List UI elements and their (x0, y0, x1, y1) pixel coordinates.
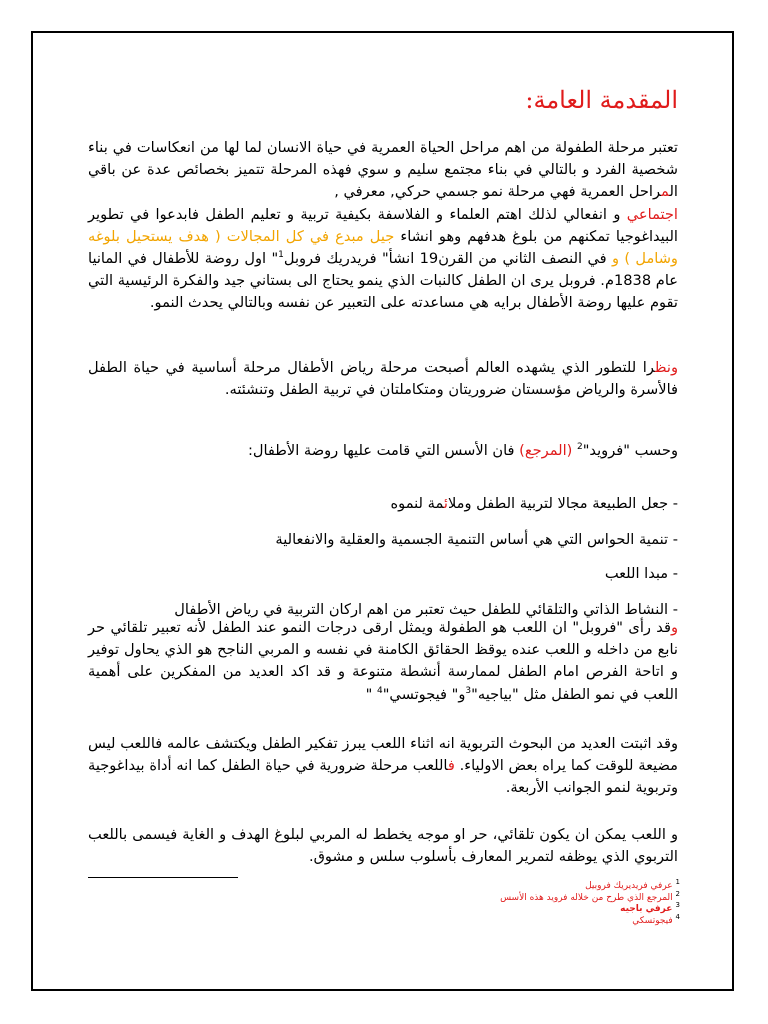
intro-text-a2: راحل العمرية فهي مرحلة نمو جسمي حركي, معرفي , (334, 183, 662, 201)
footnote-text: عرفي باجيه (620, 904, 676, 914)
p2-red-letters: ونظ (654, 359, 678, 376)
intro-highlight: جيل مبدع في كل المجالات ( هدف يستحيل بلوغه وشامل ) و (88, 227, 678, 268)
freud-paragraph (88, 440, 678, 462)
p3-text-b: فان الأسس التي قامت عليها روضة الأطفال: (247, 442, 520, 459)
footnote-number: 4 (675, 912, 680, 921)
list-item: - النشاط الذاتي والتلقائي للطفل حيث تعتبر من اهم اركان التربية في رياض الأطفال (174, 600, 678, 618)
footnotes (260, 878, 680, 927)
froebel-play-paragraph (88, 617, 678, 706)
intro-text-a: تعتبر مرحلة الطفولة من اهم مراحل الحياة العمرية في حياة الانسان لما لها من انعكاسات في بناء شخصية الفرد و بالتالي في بناء مجتمع سليم و سوي فهذه المرحلة تتميز بخصائص عدة عن باقي ال (88, 139, 678, 201)
footnote (260, 878, 680, 893)
list-item-1-red-letter: ئ (443, 494, 448, 512)
p4-text-b: و" فيجوتسي" (382, 685, 466, 703)
intro-red-letter: م (661, 183, 670, 201)
footnote-text: المرجع الذي طرح من خلاله فرويد هذه الأسس (500, 892, 676, 903)
p4-text-a: قد رأى "فروبل" ان اللعب هو الطفولة ويمثل ارقى درجات النمو عند الطفل لأنه تعبير تلقائي حر نابع من داخله و اللعب عنده يوقظ الحقائق الكامنة في نفسه و المربي الناجح هو الذي يحاول توفير و اتاحة الفرص امام الطفل لممارسة أنشطة متنوعة و قد اكد العديد من المفكرين على أهمية اللعب في نمو الطفل مثل "بياجيه" (88, 619, 678, 703)
p2-text: را للتطور الذي يشهده العالم أصبحت مرحلة رياض الأطفال مرحلة أساسية في حياة الطفل فالأسرة والرياض مؤسستان ضروريتان ومتكاملتان في تربية الطفل وتنشئته. (88, 359, 678, 399)
intro-text-c: في النصف الثاني من القرن19 انشأ" فريدريك فروبل (283, 250, 612, 268)
footnote-ref-3: 3 (465, 685, 472, 696)
list-item (88, 493, 678, 515)
p5-text-a: وقد اثبتت العديد من البحوث التربوية انه اثناء اللعب يبرز تفكير الطفل ويكتشف عالمه فاللعب ليس مضيعة للوقت كما يراه بعض الاولياء. (88, 735, 678, 775)
footnote-number: 2 (675, 889, 680, 898)
research-paragraph (88, 733, 678, 800)
p3-text-a: وحسب "فرويد" (582, 442, 678, 459)
intro-paragraph (88, 137, 678, 315)
intro-text-b: و انفعالي لذلك اهتم العلماء و الفلاسفة بكيفية تربية و تعليم الطفل فابدعوا في تطوير البيداغوجيا تمكنهم من بلوغ هدفهم وهو انشاء (88, 205, 678, 245)
p5-text-b: اللعب مرحلة ضرورية في حياة الطفل كما انه أداة بيداغوجية وتربوية لنمو الجوانب الأربعة. (88, 757, 678, 797)
p4-text-c: " (365, 685, 377, 703)
footnote-ref-2: 2 (576, 442, 583, 453)
intro-text-d: " اول روضة للأطفال في المانيا عام 1838م. فروبل يرى ان الطفل كالنبات الذي ينمو يحتاج الى بستاني جيد والفكرة الرئيسية التي تقوم عليها روضة الأطفال برايه هي مساعدته على التعبير عن نفسه وبالتالي يحدث النمو. (88, 250, 678, 312)
p4-red-letter: و (670, 619, 678, 636)
footnote (260, 901, 680, 916)
page-title: المقدمة العامة: (525, 86, 678, 114)
list-item-1-text-b: مة لنموه (390, 494, 444, 512)
play-types-paragraph: و اللعب يمكن ان يكون تلقائي، حر او موجه يخطط له المربي لبلوغ الهدف و الغاية فيسمى باللعب التربوي الذي يوظفه لتمرير المعارف بأسلوب سلس و مشوق. (88, 826, 678, 866)
footnote (260, 889, 680, 905)
list-item-1-text-a: - جعل الطبيعة مجالا لتربية الطفل وملا (447, 494, 678, 512)
footnote-text: عرفي فريديريك فروبيل (585, 881, 676, 891)
intro-red-word: اجتماعي (626, 205, 678, 223)
footnote-number: 1 (675, 878, 680, 886)
footnote-number: 3 (675, 901, 680, 909)
footnote-ref-1: 1 (278, 250, 284, 261)
kindergarten-paragraph (88, 357, 678, 401)
list-item: - مبدا اللعب (604, 564, 678, 582)
footnote-text: فيجوتسكي (632, 915, 676, 926)
p5-red-letter: ف (447, 757, 455, 775)
footnote (260, 912, 680, 928)
footnote-ref-4: 4 (376, 685, 383, 696)
p3-reference: (المرجع) (519, 442, 577, 459)
list-item: - تنمية الحواس التي هي أساس التنمية الجسمية والعقلية والانفعالية (275, 530, 678, 548)
footnote-separator (88, 877, 238, 878)
